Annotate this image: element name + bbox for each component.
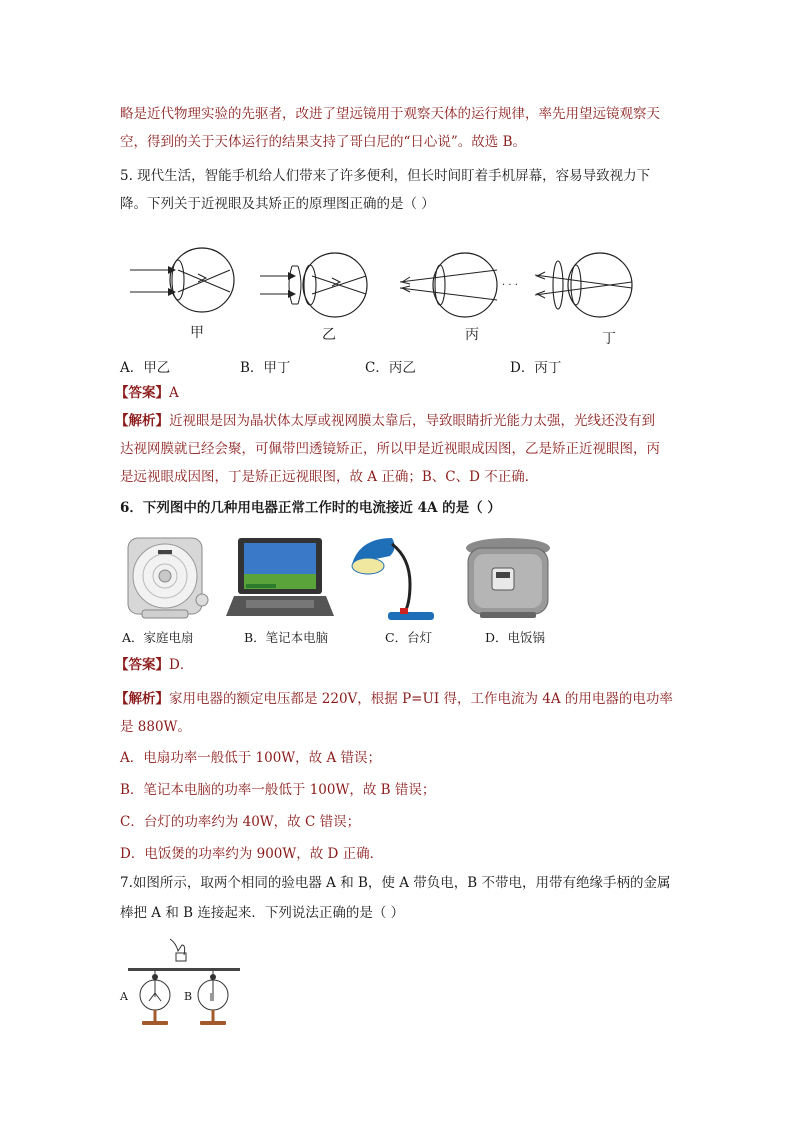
q6-caption-d: D．电饭锅	[485, 630, 546, 645]
fig-label-jia: 甲	[190, 325, 204, 341]
analysis-label: 【解析】	[115, 413, 169, 429]
q5-options	[120, 356, 680, 376]
q6-caption-c: C．台灯	[385, 630, 433, 645]
q7-stem-line-2: 棒把 A 和 B 连接起来．下列说法正确的是（ ）	[120, 905, 405, 921]
desk-lamp-image	[352, 538, 434, 620]
prev-analysis-line-1: 略是近代物理实验的先驱者，改进了望远镜用于观察天体的运行规律，率先用望远镜观察天	[120, 106, 660, 122]
q7-electroscope-diagram	[118, 935, 248, 1030]
q6-analysis-line-2: 是 880W。	[120, 719, 191, 735]
analysis-text: 近视眼是因为晶状体太厚或视网膜太靠后，导致眼睛折光能力太强，光线还没有到	[169, 413, 655, 429]
q7-stem-line-1: 7.如图所示，取两个相同的验电器 A 和 B，使 A 带负电，B 不带电，用带有绝缘手柄的金属	[120, 875, 671, 891]
laptop-image	[226, 538, 334, 616]
svg-text:· · ·: · · ·	[502, 280, 518, 291]
q6-answer	[115, 656, 193, 674]
eye-diagram-yi	[260, 253, 367, 317]
q6-stem: 6．下列图中的几种用电器正常工作时的电流接近 4A 的是（ ）	[120, 500, 501, 516]
q5-analysis-line-3: 是远视眼成因图，丁是矫正远视眼图，故 A 正确；B、C、D 不正确．	[120, 469, 539, 485]
fig-label-yi: 乙	[322, 327, 336, 343]
label-a: A	[120, 990, 128, 1003]
answer-label: 【答案】	[115, 385, 169, 401]
q5-analysis-line-2: 达视网膜就已经会聚，可佩带凹透镜矫正，所以甲是近视眼成因图，乙是矫正近视眼图，丙	[120, 441, 660, 457]
q6-explain-c: C．台灯的功率约为 40W，故 C 错误；	[120, 814, 361, 830]
label-b: B	[184, 990, 193, 1003]
rice-cooker-image	[466, 538, 550, 618]
fig-label-ding: 丁	[602, 331, 616, 347]
eye-diagram-bing	[400, 253, 518, 317]
q5-option-d: D．丙丁	[510, 360, 562, 376]
q5-answer	[115, 384, 179, 402]
q6-analysis-line-1	[115, 690, 673, 708]
answer-label: 【答案】	[115, 657, 169, 673]
eye-diagram-jia	[130, 248, 234, 312]
q5-stem-line-1: 5. 现代生活，智能手机给人们带来了许多便利，但长时间盯着手机屏幕，容易导致视力下	[120, 168, 651, 184]
q5-option-a: A．甲乙	[120, 360, 171, 376]
q5-analysis-line-1	[115, 412, 655, 430]
q6-explain-d: D．电饭煲的功率约为 900W，故 D 正确．	[120, 846, 384, 862]
fig-label-bing: 丙	[465, 327, 479, 343]
fan-image	[128, 538, 208, 618]
prev-analysis-line-2: 空，得到的关于天体运行的结果支持了哥白尼的“日心说”。故选 B。	[120, 134, 527, 150]
electroscope-b	[198, 971, 228, 1025]
analysis-text: 家用电器的额定电压都是 220V，根据 P=UI 得，工作电流为 4A 的用电器的电功率	[169, 691, 673, 707]
q5-option-b: B．甲丁	[240, 360, 291, 376]
analysis-label: 【解析】	[115, 691, 169, 707]
eye-diagram-ding	[535, 253, 632, 317]
q6-appliance-images	[120, 534, 560, 629]
q6-caption-b: B．笔记本电脑	[244, 630, 329, 645]
q5-option-c: C．丙乙	[365, 360, 416, 376]
q6-explain-a: A．电扇功率一般低于 100W，故 A 错误；	[120, 750, 382, 766]
q6-caption-a: A．家庭电扇	[122, 630, 194, 645]
electroscope-a	[140, 971, 170, 1025]
q6-explain-b: B．笔记本电脑的功率一般低于 100W，故 B 错误；	[120, 782, 436, 798]
answer-value: D．	[169, 657, 194, 673]
answer-value: A	[169, 385, 179, 401]
q5-stem-line-2: 降。下列关于近视眼及其矫正的原理图正确的是（ ）	[120, 196, 435, 212]
